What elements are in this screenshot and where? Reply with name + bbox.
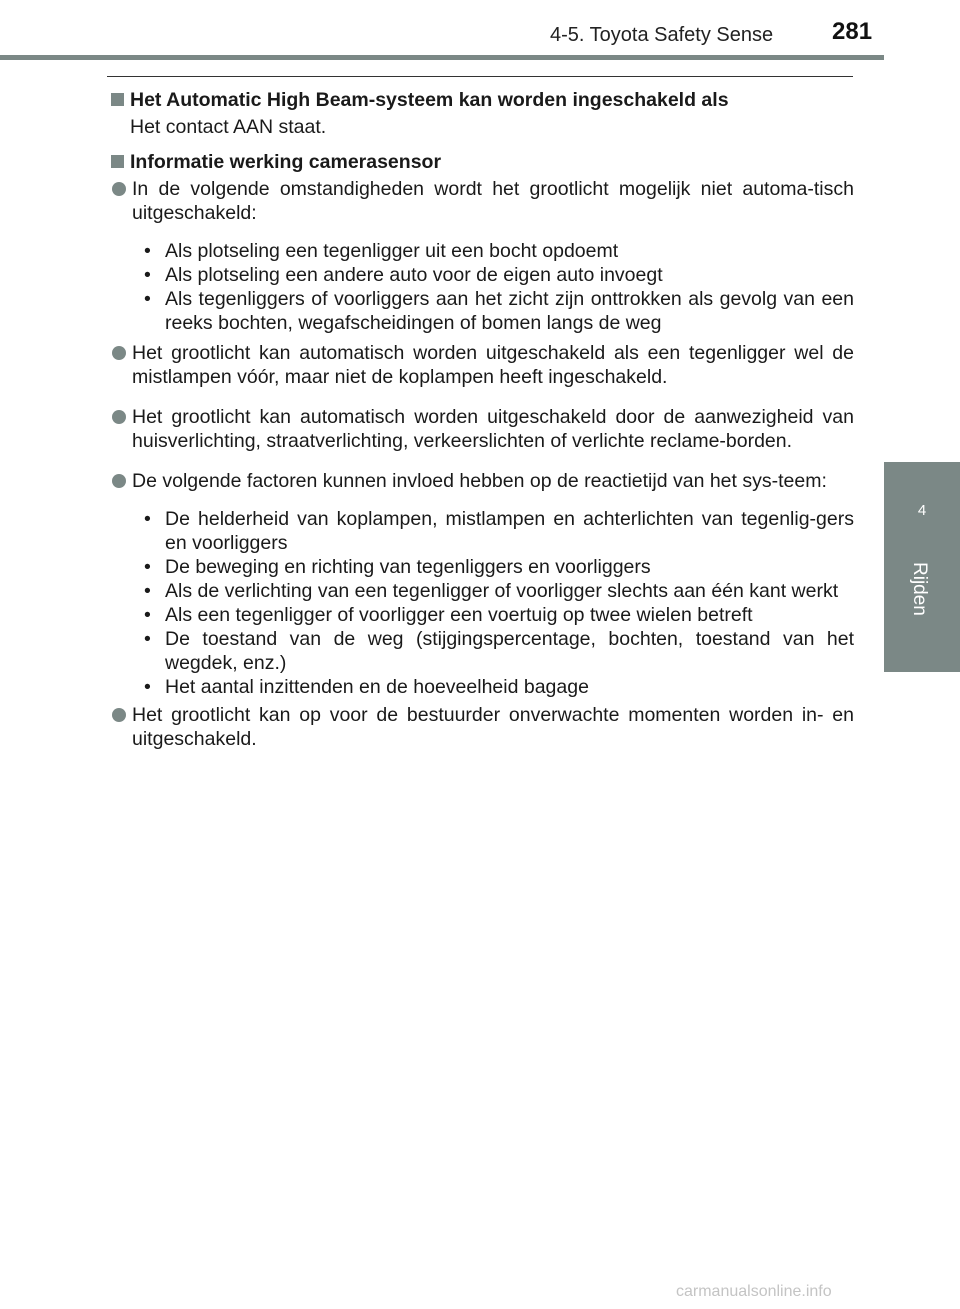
round-bullet-icon bbox=[112, 708, 126, 722]
sub-bullet-item bbox=[110, 627, 854, 675]
sub-bullet-icon: • bbox=[144, 628, 151, 650]
sub-bullet-item bbox=[110, 675, 854, 699]
sub-bullet-item bbox=[110, 579, 854, 603]
square-bullet-icon bbox=[111, 155, 124, 168]
square-bullet-icon bbox=[111, 93, 124, 106]
sub-bullet-text: De toestand van de weg (stijgingspercentage, bochten, toestand van het wegdek, enz.) bbox=[165, 628, 854, 674]
sub-bullet-icon: • bbox=[144, 508, 151, 530]
sub-bullet-icon: • bbox=[144, 264, 151, 286]
sub-bullet-text: Als tegenliggers of voorliggers aan het zicht zijn onttrokken als gevolg van een reeks bochten, wegafscheidingen of bomen langs de weg bbox=[165, 288, 854, 334]
bullet-text: Het grootlicht kan automatisch worden uitgeschakeld door de aanwezigheid van huisverlichting, straatverlichting, verkeerslichten of verlichte reclame-borden. bbox=[132, 406, 854, 452]
divider bbox=[107, 76, 853, 77]
sub-bullet-text: Als plotseling een tegenligger uit een bocht opdoemt bbox=[165, 240, 619, 262]
sub-bullet-text: De helderheid van koplampen, mistlampen en achterlichten van tegenlig-gers en voorliggers bbox=[165, 508, 854, 554]
chapter-label: Rijden bbox=[909, 562, 930, 616]
page-number: 281 bbox=[832, 18, 873, 45]
watermark: carmanualsonline.info bbox=[676, 1283, 832, 1300]
section-title: 4-5. Toyota Safety Sense bbox=[550, 24, 774, 46]
sub-bullet-item bbox=[110, 287, 854, 335]
bullet-item bbox=[110, 703, 854, 751]
section-heading bbox=[110, 150, 854, 174]
sub-bullet-text: Als plotseling een andere auto voor de eigen auto invoegt bbox=[165, 264, 663, 286]
bullet-text: De volgende factoren kunnen invloed hebben op de reactietijd van het sys-teem: bbox=[132, 470, 827, 492]
bullet-item bbox=[110, 469, 854, 493]
sub-bullet-text: Als de verlichting van een tegenligger of voorligger slechts aan één kant werkt bbox=[165, 580, 839, 602]
bullet-text: In de volgende omstandigheden wordt het grootlicht mogelijk niet automa-tisch uitgeschakeld: bbox=[132, 178, 854, 224]
sub-bullet-text: De beweging en richting van tegenliggers en voorliggers bbox=[165, 556, 651, 578]
bullet-item bbox=[110, 405, 854, 453]
heading-text: Het Automatic High Beam-systeem kan worden ingeschakeld als bbox=[130, 89, 729, 111]
round-bullet-icon bbox=[112, 474, 126, 488]
sub-bullet-icon: • bbox=[144, 556, 151, 578]
heading-text: Informatie werking camerasensor bbox=[130, 151, 442, 173]
header-rule bbox=[0, 55, 884, 60]
sub-bullet-icon: • bbox=[144, 240, 151, 262]
sub-bullet-item bbox=[110, 555, 854, 579]
sub-bullet-icon: • bbox=[144, 288, 151, 310]
sub-bullet-item bbox=[110, 603, 854, 627]
sub-bullet-text: Als een tegenligger of voorligger een voertuig op twee wielen betreft bbox=[165, 604, 753, 626]
section-heading bbox=[110, 88, 854, 112]
bullet-text: Het grootlicht kan op voor de bestuurder onverwachte momenten worden in- en uitgeschakeld. bbox=[132, 704, 854, 750]
sub-bullet-text: Het aantal inzittenden en de hoeveelheid bagage bbox=[165, 676, 589, 698]
sub-bullet-icon: • bbox=[144, 604, 151, 626]
sub-bullet-icon: • bbox=[144, 676, 151, 698]
sub-bullet-icon: • bbox=[144, 580, 151, 602]
round-bullet-icon bbox=[112, 346, 126, 360]
sub-bullet-item bbox=[110, 239, 854, 263]
round-bullet-icon bbox=[112, 410, 126, 424]
paragraph: Het contact AAN staat. bbox=[130, 116, 327, 138]
sub-bullet-item bbox=[110, 507, 854, 555]
bullet-text: Het grootlicht kan automatisch worden uitgeschakeld als een tegenligger wel de mistlampen vóór, maar niet de koplampen heeft ingeschakeld. bbox=[132, 342, 854, 388]
chapter-tab bbox=[884, 462, 960, 672]
page-content bbox=[110, 88, 854, 757]
sub-bullet-item bbox=[110, 263, 854, 287]
round-bullet-icon bbox=[112, 182, 126, 196]
bullet-item bbox=[110, 341, 854, 389]
chapter-number: 4 bbox=[917, 502, 927, 519]
bullet-item bbox=[110, 177, 854, 225]
